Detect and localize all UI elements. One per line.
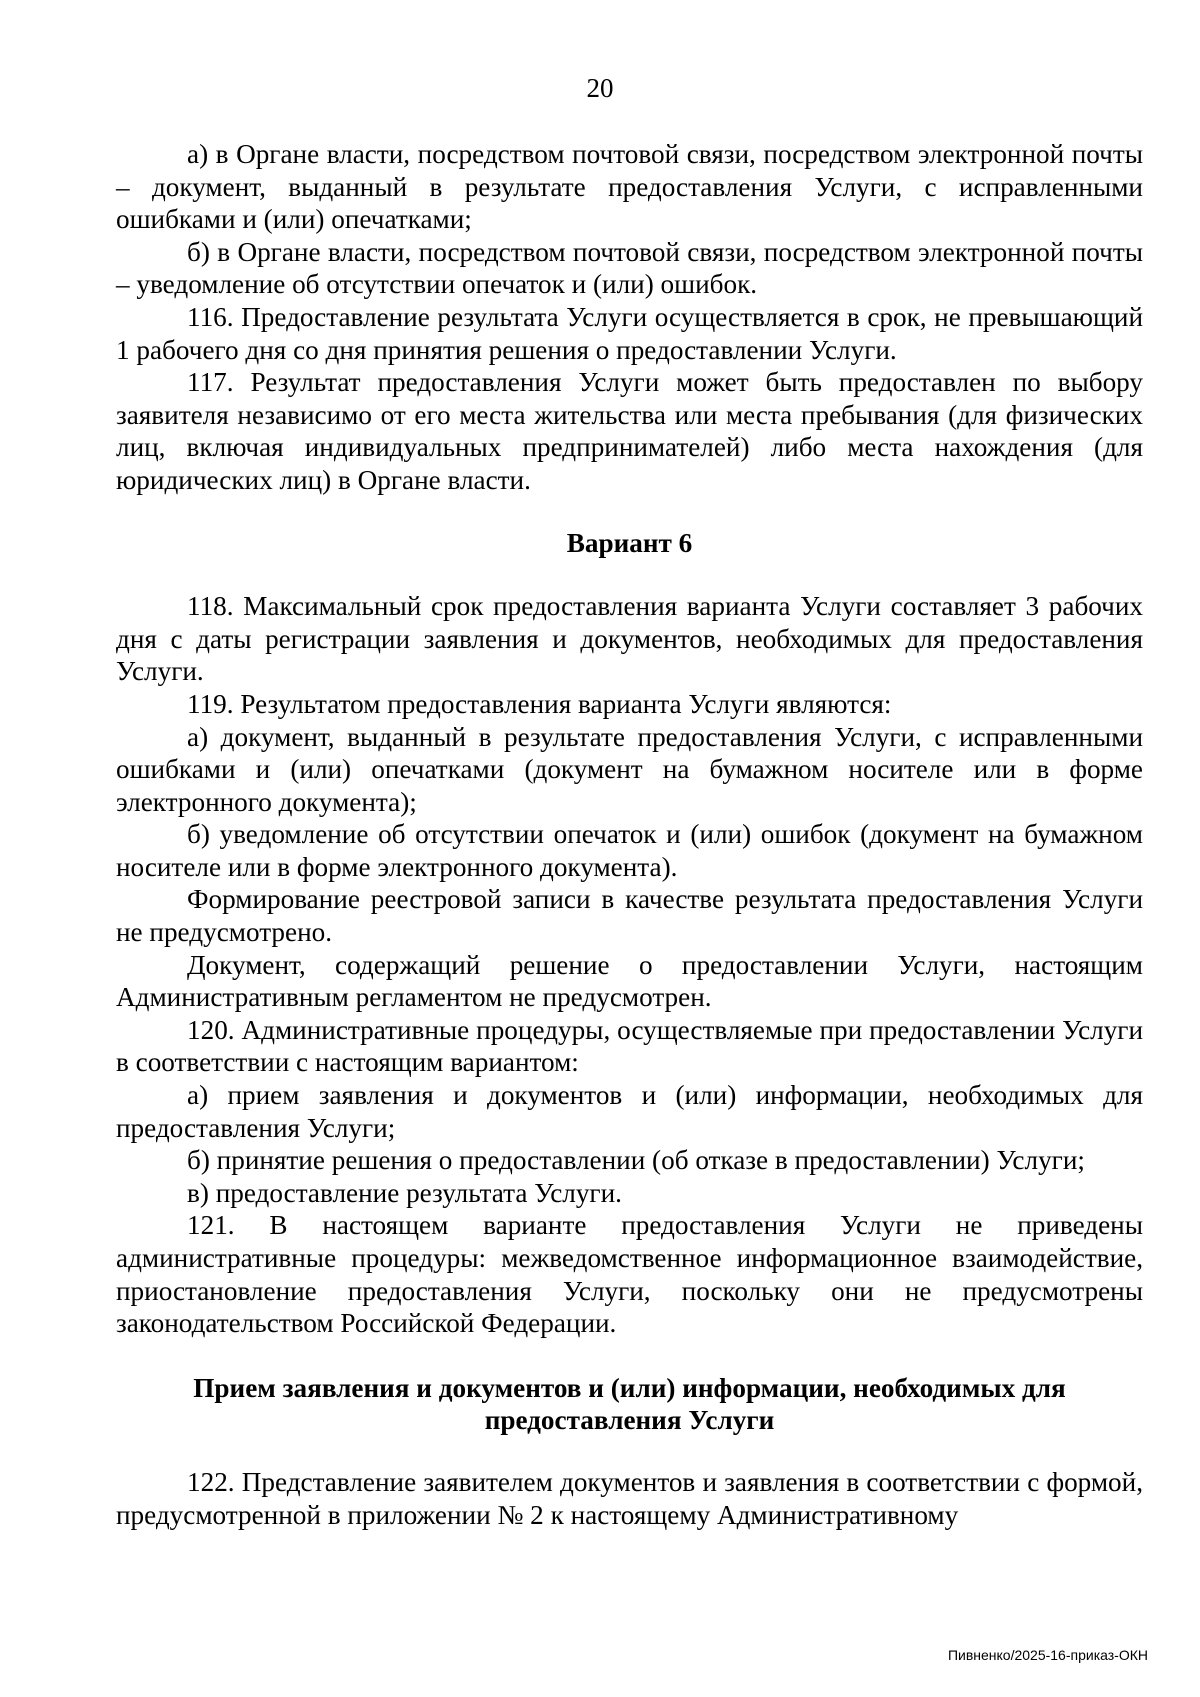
document-body — [116, 138, 1143, 1531]
paragraph: б) уведомление об отсутствии опечаток и (или) ошибок (документ на бумажном носителе или в форме электронного документа). — [116, 819, 1143, 882]
paragraph: 118. Максимальный срок предоставления варианта Услуги составляет 3 рабочих дня с даты регистрации заявления и документов, необходимых для предоставления Услуги. — [116, 591, 1143, 687]
paragraph: 117. Результат предоставления Услуги может быть предоставлен по выбору заявителя независимо от его места жительства или места пребывания (для физических лиц, включая индивидуальных предпринимателей) либо места нахождения (для юридических лиц) в Органе власти. — [116, 367, 1143, 495]
paragraph: 121. В настоящем варианте предоставления Услуги не приведены административные процедуры: межведомственное информационное взаимодействие, приостановление предоставления Услуги, поскольку они не предусмотрены законодательством Российской Федерации. — [116, 1210, 1143, 1339]
section-heading-variant: Вариант 6 — [566, 527, 693, 558]
section-heading-line: предоставления Услуги — [484, 1405, 775, 1436]
paragraph: в) предоставление результата Услуги. — [187, 1177, 622, 1208]
footer-reference: Пивненко/2025-16-приказ-ОКН — [947, 1647, 1148, 1663]
paragraph: а) документ, выданный в результате предоставления Услуги, с исправленными ошибками и (или) опечатками (документ на бумажном носителе или в форме электронного документа); — [116, 721, 1143, 817]
section-heading-reception — [116, 1372, 1143, 1437]
paragraph: а) в Органе власти, посредством почтовой связи, посредством электронной почты – документ, выданный в результате предоставления Услуги, с исправленными ошибками и (или) опечатками; — [116, 139, 1143, 235]
paragraph: б) в Органе власти, посредством почтовой связи, посредством электронной почты – уведомление об отсутствии опечаток и (или) ошибок. — [116, 236, 1143, 300]
paragraph: 119. Результатом предоставления варианта Услуги являются: — [187, 688, 892, 719]
paragraph: 116. Предоставление результата Услуги осуществляется в срок, не превышающий 1 рабочего дня со дня принятия решения о предоставлении Услуги. — [116, 301, 1143, 365]
paragraph: а) прием заявления и документов и (или) информации, необходимых для предоставления Услуги; — [116, 1080, 1143, 1143]
paragraph: б) принятие решения о предоставлении (об отказе в предоставлении) Услуги; — [187, 1145, 1085, 1176]
paragraph: 122. Представление заявителем документов и заявления в соответствии с формой, предусмотренной в приложении № 2 к настоящему Административному — [116, 1466, 1143, 1530]
page-number: 20 — [586, 73, 614, 103]
paragraph: Документ, содержащий решение о предоставлении Услуги, настоящим Административным регламентом не предусмотрен. — [116, 949, 1143, 1013]
paragraph: 120. Административные процедуры, осуществляемые при предоставлении Услуги в соответствии с настоящим вариантом: — [116, 1014, 1143, 1078]
section-heading-line: Прием заявления и документов и (или) информации, необходимых для — [193, 1372, 1066, 1403]
paragraph: Формирование реестровой записи в качестве результата предоставления Услуги не предусмотрено. — [116, 884, 1143, 948]
